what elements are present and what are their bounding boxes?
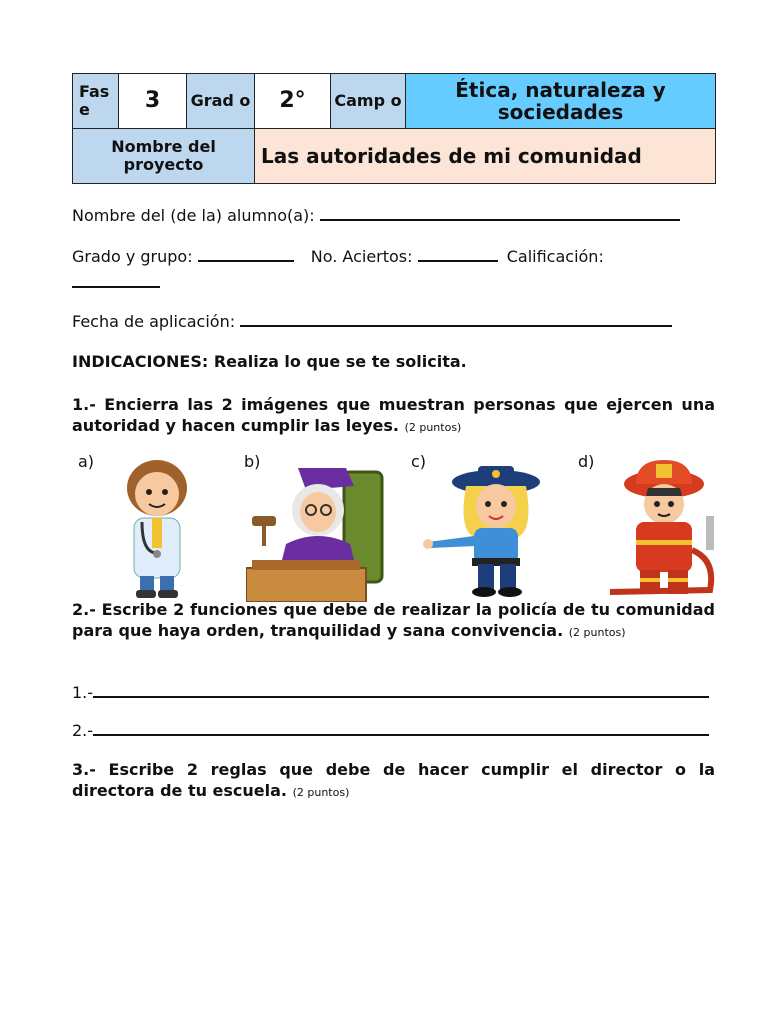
grado-grupo-line [72, 246, 604, 266]
answer-2-blank[interactable] [93, 720, 709, 736]
doctor-image[interactable] [112, 458, 202, 600]
question-2-points: (2 puntos) [568, 626, 626, 639]
grado-value: 2° [255, 74, 331, 129]
calificacion-line [72, 272, 160, 292]
aciertos-blank[interactable] [418, 246, 498, 262]
campo-value: Ética, naturaleza y sociedades [406, 74, 716, 129]
answer-line-2 [72, 720, 709, 740]
alumno-line [72, 205, 680, 225]
alumno-label: Nombre del (de la) alumno(a): [72, 206, 315, 225]
question-1 [72, 394, 715, 438]
option-c-label: c) [411, 452, 427, 471]
grado-label: Grad o [187, 74, 255, 129]
fecha-label: Fecha de aplicación: [72, 312, 236, 331]
proyecto-label: Nombre del proyecto [73, 129, 255, 184]
calificacion-blank[interactable] [72, 272, 160, 288]
question-3-text: 3.- Escribe 2 reglas que debe de hacer cumplir el director o la directora de tu escuela. [72, 760, 715, 800]
aciertos-label: No. Aciertos: [310, 247, 413, 266]
answer-1-label: 1.- [72, 683, 94, 702]
question-1-points: (2 puntos) [404, 421, 462, 434]
question-3-points: (2 puntos) [292, 786, 350, 799]
calificacion-label: Calificación: [506, 247, 604, 266]
fase-value: 3 [119, 74, 187, 129]
indicaciones: INDICACIONES: Realiza lo que se te solicita. [72, 352, 467, 371]
grado-grupo-blank[interactable] [198, 246, 294, 262]
judge-image[interactable] [246, 464, 386, 602]
option-d-label: d) [578, 452, 595, 471]
grado-grupo-label: Grado y grupo: [72, 247, 193, 266]
question-1-text: 1.- Encierra las 2 imágenes que muestran personas que ejercen una autoridad y hacen cumplir las leyes. [72, 395, 715, 435]
header-table [72, 73, 716, 184]
option-b-label: b) [244, 452, 261, 471]
question-2-text: 2.- Escribe 2 funciones que debe de realizar la policía de tu comunidad para que haya orden, tranquilidad y sana convivencia. [72, 600, 715, 640]
firefighter-image[interactable] [606, 460, 722, 600]
fase-label: Fas e [73, 74, 119, 129]
fecha-blank[interactable] [240, 311, 672, 327]
question-2 [72, 599, 715, 643]
option-a-label: a) [78, 452, 95, 471]
answer-line-1 [72, 682, 709, 702]
answer-2-label: 2.- [72, 721, 94, 740]
police-image[interactable] [418, 462, 550, 598]
campo-label: Camp o [331, 74, 406, 129]
fecha-line [72, 311, 672, 331]
answer-1-blank[interactable] [93, 682, 709, 698]
proyecto-value: Las autoridades de mi comunidad [255, 129, 716, 184]
question-3 [72, 759, 715, 803]
alumno-blank[interactable] [320, 205, 680, 221]
